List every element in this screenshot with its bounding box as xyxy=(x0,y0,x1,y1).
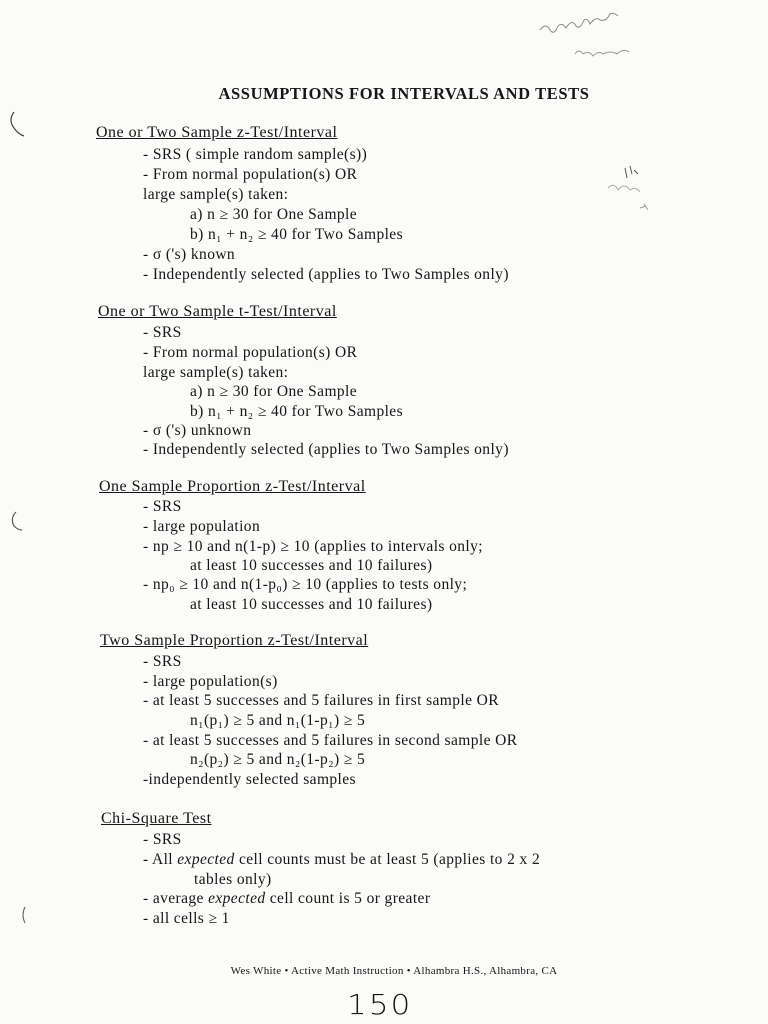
list-item: b) n₁ + n₂ ≥ 40 for Two Samples xyxy=(190,403,404,420)
list-item: - large population(s) xyxy=(143,673,278,690)
list-item: - SRS xyxy=(143,324,182,341)
list-item: a) n ≥ 30 for One Sample xyxy=(190,383,358,400)
list-item: - σ ('s) unknown xyxy=(143,422,252,439)
list-item: - all cells ≥ 1 xyxy=(143,910,230,927)
section-heading-z-test: One or Two Sample z-Test/Interval xyxy=(96,124,338,141)
list-item: - Independently selected (applies to Two Samples only) xyxy=(143,441,509,458)
list-item: - at least 5 successes and 5 failures in second sample OR xyxy=(143,732,518,749)
list-item: a) n ≥ 30 for One Sample xyxy=(190,206,358,223)
list-item: - Independently selected (applies to Two Samples only) xyxy=(143,266,509,283)
handwriting-mark xyxy=(6,508,26,538)
list-item-average-expected: - average expected cell count is 5 or greater xyxy=(143,890,431,907)
list-item: b) n₁ + n₂ ≥ 40 for Two Samples xyxy=(190,226,404,243)
list-item: - SRS xyxy=(143,498,182,515)
list-item-expected: - All expected cell counts must be at least 5 (applies to 2 x 2 xyxy=(143,851,541,868)
list-item: - np₀ ≥ 10 and n(1-p₀) ≥ 10 (applies to tests only; xyxy=(143,576,468,593)
handwriting-mark xyxy=(6,108,26,148)
list-item: large sample(s) taken: xyxy=(143,186,289,203)
section-heading-chi-square: Chi-Square Test xyxy=(101,810,212,827)
list-item: n₂(p₂) ≥ 5 and n₂(1-p₂) ≥ 5 xyxy=(190,751,366,768)
page-number: 150 xyxy=(347,988,413,1021)
list-item: at least 10 successes and 10 failures) xyxy=(190,596,433,613)
list-item: - From normal population(s) OR xyxy=(143,344,358,361)
list-item: - σ ('s) known xyxy=(143,246,236,263)
section-heading-two-proportion: Two Sample Proportion z-Test/Interval xyxy=(100,632,369,649)
list-item: -independently selected samples xyxy=(143,771,356,788)
list-item: tables only) xyxy=(194,871,272,888)
list-item: - SRS xyxy=(143,831,182,848)
list-item: - SRS ( simple random sample(s)) xyxy=(143,146,368,163)
handwriting-mark xyxy=(18,905,30,927)
list-item: - np ≥ 10 and n(1-p) ≥ 10 (applies to intervals only; xyxy=(143,538,483,555)
list-item: large sample(s) taken: xyxy=(143,364,289,381)
list-item: - at least 5 successes and 5 failures in first sample OR xyxy=(143,692,499,709)
list-item: - large population xyxy=(143,518,261,535)
list-item: n₁(p₁) ≥ 5 and n₁(1-p₁) ≥ 5 xyxy=(190,712,366,729)
list-item: at least 10 successes and 10 failures) xyxy=(190,557,433,574)
footer-credit: Wes White • Active Math Instruction • Alhambra H.S., Alhambra, CA xyxy=(230,965,558,977)
section-heading-t-test: One or Two Sample t-Test/Interval xyxy=(98,303,337,320)
list-item: - SRS xyxy=(143,653,182,670)
list-item: - From normal population(s) OR xyxy=(143,166,358,183)
handwriting-mark xyxy=(535,8,695,63)
page-title: ASSUMPTIONS FOR INTERVALS AND TESTS xyxy=(218,84,590,103)
handwriting-mark xyxy=(600,160,720,220)
section-heading-one-proportion: One Sample Proportion z-Test/Interval xyxy=(99,478,366,495)
